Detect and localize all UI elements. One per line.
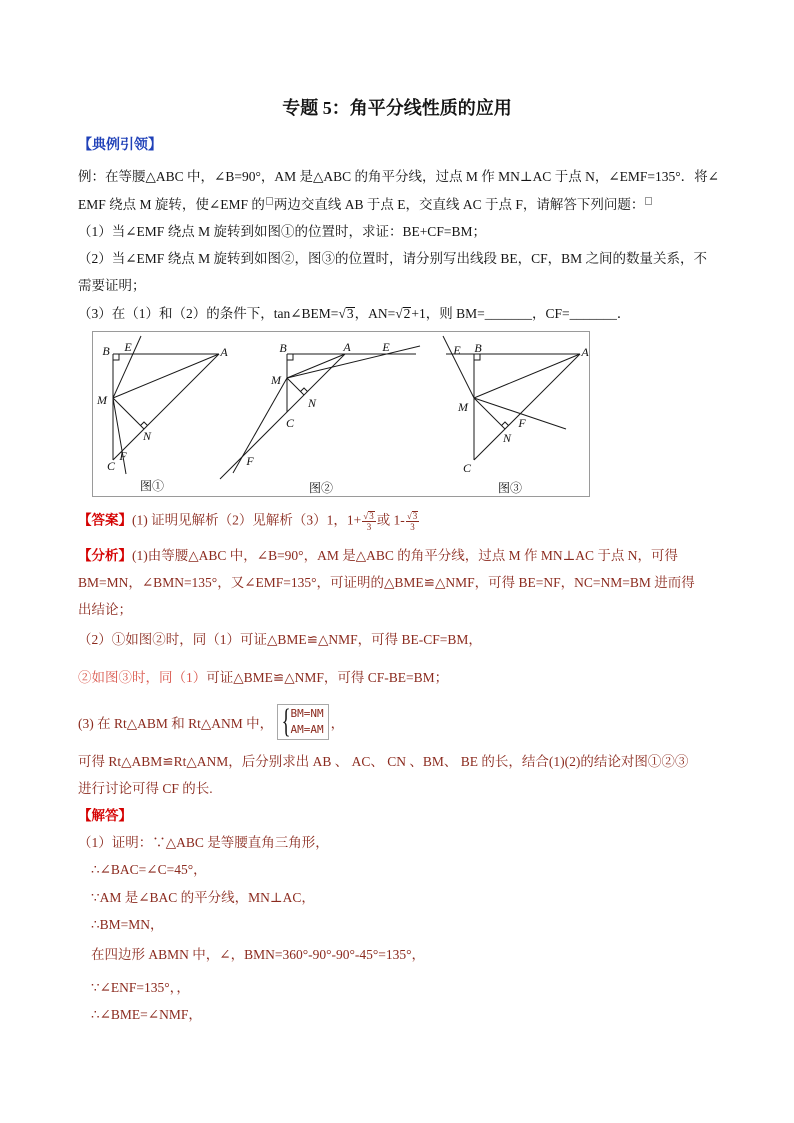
analysis-text-5a: ②如图③时，同（1） [78,670,207,685]
fig2-right-angle-n [301,388,308,392]
fig1-right-angle-b [113,354,119,360]
paragraph-mark-icon [266,197,273,205]
analysis-text-6-suffix: ， [330,716,345,731]
example-section-tag: 【典例引领】 [78,138,162,153]
radical-sign: √ [395,306,403,321]
fig2-label-m: M [271,373,281,387]
left-brace: { [281,703,291,740]
analysis-line-7: 可得 Rt△ABM≌Rt△ANM，后分别求出 AB 、 AC、 CN 、BM、 BE 的长，结合(1)(2)的结论对图①②③ [78,754,689,769]
question-1: （1）当∠EMF 绕点 M 旋转到如图①的位置时，求证：BE+CF=BM； [78,224,486,239]
answer-blank-cf: _______ [569,306,617,321]
geometry-figures [92,331,590,497]
analysis-text-6-prefix: (3) 在 Rt△ABM 和 Rt△ANM 中， [78,716,274,731]
fig3-label-c: C [462,461,472,475]
question-3-part-4: ，CF= [532,306,570,321]
problem-line-2 [78,196,653,214]
fig2-caption: 图② [308,481,334,495]
fig2-label-b: B [279,341,287,355]
solution-line-7: ∴∠BME=∠NMF， [91,1007,202,1022]
page-title: 专题 5：角平分线性质的应用 [282,98,512,118]
answer-tag: 【答案】 [78,512,132,528]
analysis-line-2: BM=MN，∠BMN=135°，又∠EMF=135°，可证明的△BME≌△NMF，可得 BE=NF，NC=NM=BM 进而得 [78,575,695,590]
fig2-line-mf [233,378,287,473]
solution-line-2: ∴∠BAC=∠C=45°， [91,862,207,877]
fig2-label-n: N [307,396,317,410]
fraction-denominator: 3 [410,522,415,532]
solution-line-4: ∴BM=MN， [91,917,164,932]
radicand: 3 [369,511,374,521]
fig1-line-ac [113,354,219,460]
answer-text: (1) 证明见解析（2）见解析（3）1，1+ [132,512,362,528]
radicand: 2 [403,306,411,321]
solution-tag: 【解答】 [78,808,132,823]
question-3-part-3: +1，则 BM= [411,306,485,321]
analysis-line-8: 进行讨论可得 CF 的长. [78,781,213,796]
fraction-numerator [362,511,375,522]
question-2-line-2: 需要证明； [78,278,146,293]
analysis-text-1: (1)由等腰△ABC 中，∠B=90°，AM 是△ABC 的角平分线，过点 M 作 MN⊥AC 于点 N，可得 [132,548,679,563]
analysis-line-4: （2）①如图②时，同（1）可证△BME≌△NMF，可得 BE-CF=BM， [78,632,482,647]
fig1-line-ma [113,354,219,398]
problem-line-2a: EMF 绕点 M 旋转，使∠EMF 的 [78,197,265,212]
equation-row-2: AM=AM [290,723,324,736]
radical-sign: √ [406,511,412,521]
fig2-line-me [287,346,420,378]
analysis-line-6 [78,702,344,742]
fig1-label-b: B [102,344,110,358]
solution-line-1: （1）证明：∵△ABC 是等腰直角三角形， [78,835,329,850]
radical-sign: √ [338,306,346,321]
equation-system [277,704,328,740]
question-3 [78,305,630,323]
fig1-label-a: A [220,345,228,359]
fig3-line-ma [474,354,580,398]
radicand: 3 [346,306,354,321]
figure-frame [93,332,590,497]
solution-line-3: ∵AM 是∠BAC 的平分线，MN⊥AC， [91,890,315,905]
figure-1 [96,336,228,493]
paragraph-mark-icon [645,197,652,205]
fig3-label-f: F [518,416,526,430]
fig3-label-b: B [474,341,482,355]
solution-line-6: ∵∠ENF=135°，， [91,980,190,995]
equation-rows [290,706,323,738]
analysis-line-5 [78,669,448,687]
fig3-line-ac [474,354,580,460]
equation-row-1: BM=NM [290,707,324,720]
fig1-label-f: F [119,449,127,463]
question-3-part-2: ，AN= [354,306,396,321]
fig3-label-m: M [458,400,468,414]
fig3-label-e: E [453,343,461,357]
answer-fraction-1 [362,511,375,532]
figure-3 [443,336,589,495]
fig1-label-n: N [142,429,152,443]
question-2-line-1: （2）当∠EMF 绕点 M 旋转到如图②，图③的位置时，请分别写出线段 BE，CF，BM 之间的数量关系，不 [78,251,707,266]
question-3-end: ． [616,306,631,321]
answer-or-text: 或 1- [376,512,405,528]
solution-line-5: 在四边形 ABMN 中，∠，BMN=360°-90°-90°-45°=135°， [91,947,426,962]
question-3-prefix: （3）在（1）和（2）的条件下，tan∠BEM= [78,306,339,321]
radical-sign: √ [363,511,369,521]
fig3-line-mn [474,398,505,429]
fig1-label-c: C [106,459,116,473]
answer-blank-bm: _______ [484,306,533,321]
fig1-label-e: E [124,340,132,354]
fig3-right-angle-n [502,422,509,426]
figure-2 [220,340,420,495]
fig2-label-a: A [343,340,351,354]
analysis-text-5b: 可证△BME≌△NMF，可得 CF-BE=BM； [206,670,449,685]
fig2-label-e: E [382,340,390,354]
analysis-line-1 [78,547,678,565]
fig3-caption: 图③ [497,481,523,495]
fraction-numerator [406,511,419,522]
fraction-denominator: 3 [366,522,372,532]
problem-line-1: 例：在等腰△ABC 中，∠B=90°，AM 是△ABC 的角平分线，过点 M 作 MN⊥AC 于点 N，∠EMF=135°．将∠ [78,169,719,184]
fig2-right-angle-b [287,354,293,360]
fig1-label-m: M [97,393,107,407]
fig2-line-ac [220,354,345,479]
fig3-label-n: N [502,431,512,445]
answer-line [78,511,420,532]
answer-fraction-2 [406,511,419,532]
fig2-label-f: F [246,454,254,468]
fig2-label-c: C [285,416,295,430]
radicand: 3 [412,511,418,521]
fig1-right-angle-n [141,422,148,426]
fig2-line-mn [287,378,304,395]
analysis-tag: 【分析】 [78,548,132,563]
fig1-caption: 图① [139,479,165,493]
fig3-label-a: A [581,345,589,359]
analysis-line-3: 出结论； [78,602,132,617]
problem-line-2b: 两边交直线 AB 于点 E，交直线 AC 于点 F，请解答下列问题： [273,197,645,212]
